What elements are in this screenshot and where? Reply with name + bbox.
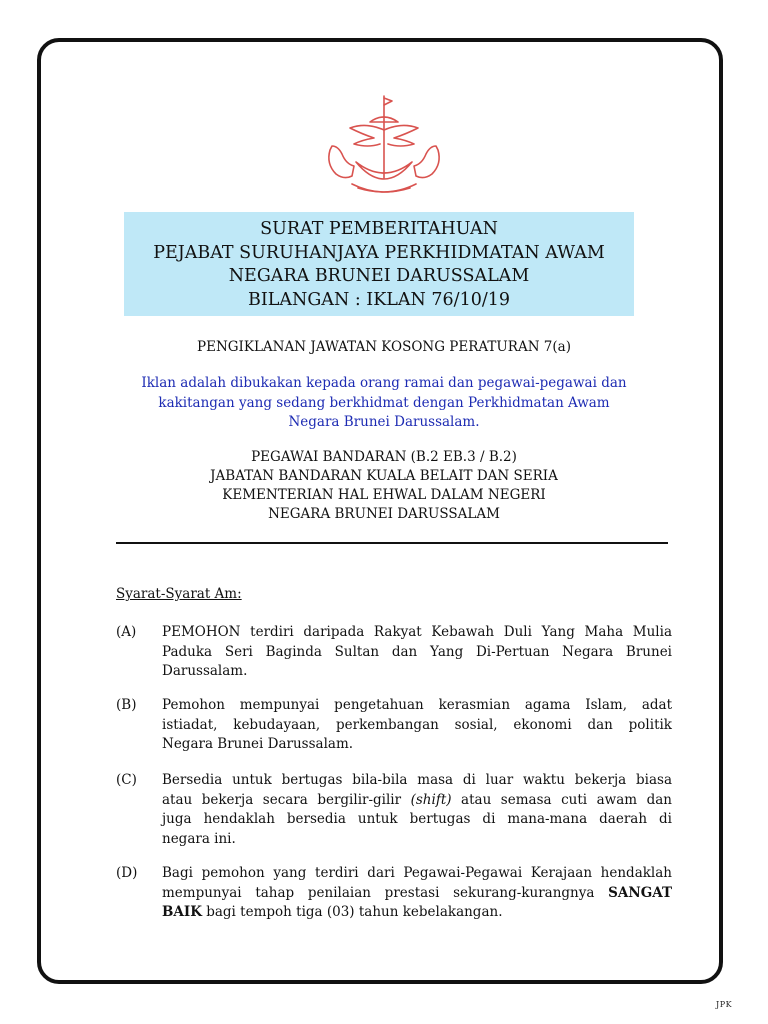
clause-text [162, 696, 672, 755]
department-name: JABATAN BANDARAN KUALA BELAIT DAN SERIA [210, 468, 558, 484]
state-crest-emblem-icon [322, 92, 446, 202]
country-name: NEGARA BRUNEI DARUSSALAM [268, 506, 500, 522]
rating-emphasis: BAIK [162, 904, 202, 920]
clause-line [162, 884, 672, 904]
clause-line-start: atau bekerja secara bergilir-gilir [162, 791, 411, 808]
requirement-clause-a [116, 623, 672, 682]
ministry-name: KEMENTERIAN HAL EHWAL DALAM NEGERI [222, 487, 546, 503]
rating-emphasis: SANGAT [608, 884, 672, 901]
notice-title-line-3: NEGARA BRUNEI DARUSSALAM [228, 266, 530, 286]
clause-letter: (D) [116, 865, 138, 881]
clause-line: juga hendaklah bersedia untuk bertugas di mana-mana daerah di [162, 811, 672, 827]
notice-title-line-4: BILANGAN : IKLAN 76/10/19 [247, 289, 510, 310]
position-title: PEGAWAI BANDARAN (B.2 EB.3 / B.2) [251, 449, 517, 465]
clause-text [162, 864, 672, 923]
clause-line-end: atau semasa cuti awam dan [451, 791, 672, 808]
clause-letter: (C) [116, 772, 137, 788]
requirements-heading: Syarat-Syarat Am: [116, 586, 242, 602]
eligibility-notice [90, 374, 678, 433]
clause-letter: (B) [116, 697, 137, 713]
position-details [90, 448, 678, 524]
clause-line: istiadat, kebudayaan, perkembangan sosial, ekonomi dan politik [162, 716, 672, 733]
notice-title-line-2: PEJABAT SURUHANJAYA PERKHIDMATAN AWAM [153, 242, 605, 263]
clause-line: Bersedia untuk bertugas bila-bila masa di luar waktu bekerja biasa [162, 772, 672, 788]
notice-line-2: kakitangan yang sedang berkhidmat dengan Perkhidmatan Awam [158, 394, 610, 411]
clause-line-end: bagi tempoh tiga (03) tahun kebelakangan. [201, 904, 503, 920]
clause-line-start: mempunyai tahap penilaian prestasi sekurang-kurangnya [162, 884, 609, 901]
clause-line: Darussalam. [162, 663, 248, 679]
clause-line: Paduka Seri Baginda Sultan dan Yang Di-Pertuan Negara Brunei [162, 643, 672, 660]
clause-line: Negara Brunei Darussalam. [162, 736, 354, 752]
clause-text [162, 623, 672, 682]
notice-title-box [124, 212, 634, 316]
section-divider [116, 542, 668, 544]
clause-line [162, 791, 672, 811]
clause-letter: (A) [116, 624, 137, 640]
requirement-clause-d [116, 864, 672, 923]
clause-line: Bagi pemohon yang terdiri dari Pegawai-Pegawai Kerajaan hendaklah [162, 865, 672, 881]
requirement-clause-b [116, 696, 672, 755]
requirement-clause-c [116, 771, 672, 849]
clause-line: Pemohon mempunyai pengetahuan kerasmian agama Islam, adat [162, 697, 672, 713]
clause-line: PEMOHON terdiri daripada Rakyat Kebawah Duli Yang Maha Mulia [162, 624, 672, 640]
notice-title-line-1: SURAT PEMBERITAHUAN [260, 219, 498, 239]
notice-line-3: Negara Brunei Darussalam. [288, 414, 480, 430]
advert-heading: PENGIKLANAN JAWATAN KOSONG PERATURAN 7(a) [197, 339, 571, 355]
clause-text [162, 771, 672, 849]
notice-line-1: Iklan adalah dibukakan kepada orang ramai dan pegawai-pegawai dan [141, 375, 627, 391]
clause-line [162, 903, 672, 923]
shift-term: (shift) [410, 791, 452, 808]
clause-line: negara ini. [162, 830, 236, 847]
footer-code: JPK [716, 1000, 733, 1009]
